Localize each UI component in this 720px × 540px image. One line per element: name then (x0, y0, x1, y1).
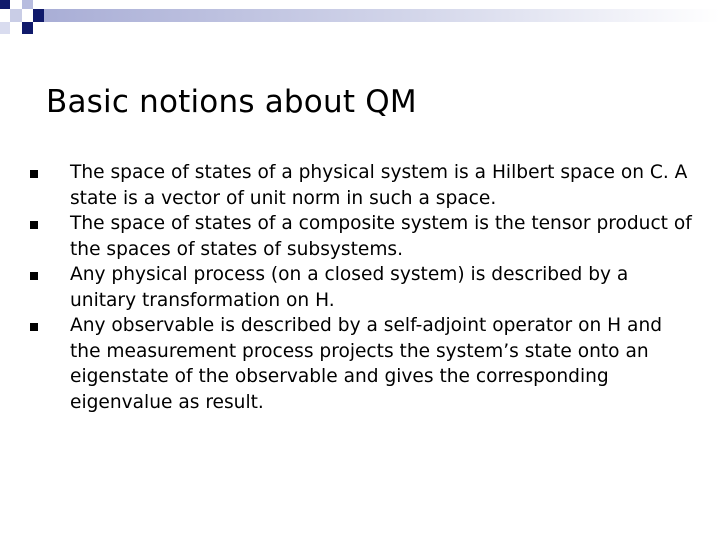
list-item (30, 262, 698, 313)
list-item (30, 313, 698, 415)
corner-square-light-2 (10, 9, 22, 22)
bullet-text: The space of states of a composite system is the tensor product of the spaces of states of subsystems. (70, 213, 692, 260)
corner-square-dark (0, 0, 10, 9)
corner-square-light (22, 0, 33, 9)
bullet-list (30, 160, 698, 415)
corner-square-dark-3 (22, 22, 33, 34)
list-item (30, 160, 698, 211)
bullet-text: Any observable is described by a self-adjoint operator on H and the measurement process projects the system’s state onto an eigenstate of the observable and gives the corresponding eigenvalue as result. (70, 315, 663, 413)
list-item (30, 211, 698, 262)
decorative-header-strip (0, 0, 720, 44)
header-gradient-bar (44, 9, 720, 22)
header-gradient-graphic (0, 0, 720, 44)
corner-square-faint (0, 22, 10, 34)
square-bullet-icon (30, 170, 38, 178)
square-bullet-icon (30, 323, 38, 331)
square-bullet-icon (30, 221, 38, 229)
slide-title: Basic notions about QM (46, 84, 417, 120)
bullet-text: Any physical process (on a closed system) is described by a unitary transformation on H. (70, 264, 629, 311)
bullet-text: The space of states of a physical system is a Hilbert space on C. A state is a vector of unit norm in such a space. (70, 162, 688, 209)
corner-square-dark-2 (33, 9, 44, 22)
square-bullet-icon (30, 272, 38, 280)
